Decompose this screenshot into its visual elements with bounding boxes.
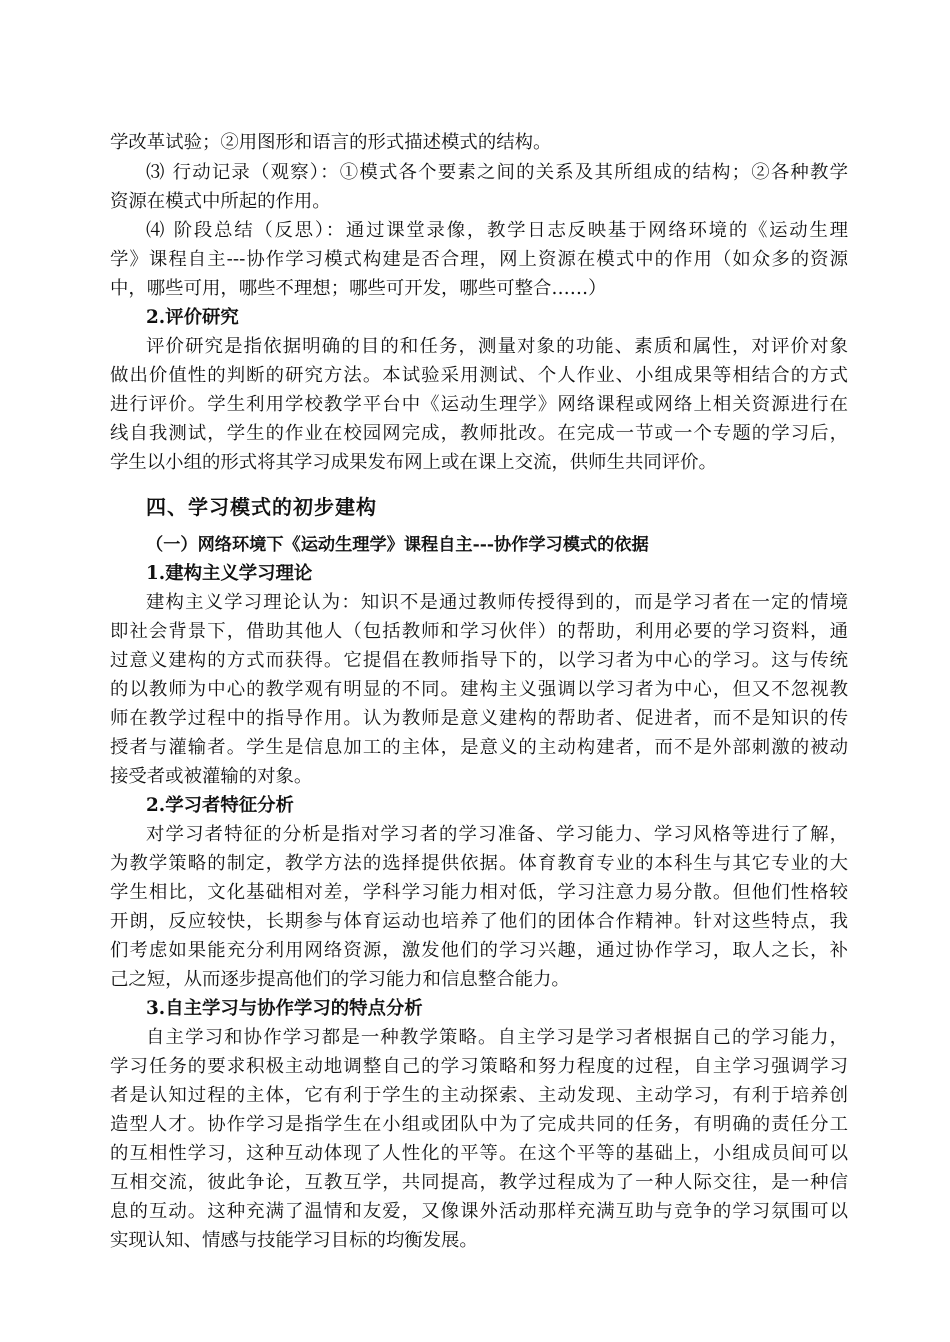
- text-line: 过意义建构的方式而获得。它提倡在教师指导下的，以学习者为中心的学习。这与传统: [110, 650, 848, 671]
- section-heading: 2.学习者特征分析: [146, 795, 294, 816]
- text-line: 评价研究是指依据明确的目的和任务，测量对象的功能、素质和属性，对评价对象: [146, 336, 848, 357]
- text-line: 息的互动。这种充满了温情和友爱，又像课外活动那样充满互助与竞争的学习氛围可以: [110, 1201, 848, 1222]
- text-line: 进行评价。学生利用学校教学平台中《运动生理学》网络课程或网络上相关资源进行在: [110, 394, 848, 415]
- text-line: 互相交流，彼此争论，互教互学，共同提高，教学过程成为了一种人际交往，是一种信: [110, 1172, 848, 1193]
- text-line: 学生以小组的形式将其学习成果发布网上或在课上交流，供师生共同评价。: [110, 452, 717, 473]
- subsection-heading: （一）网络环境下《运动生理学》课程自主---协作学习模式的依据: [146, 535, 649, 555]
- text-line: 中，哪些可用，哪些不理想；哪些可开发，哪些可整合……）: [110, 278, 607, 299]
- text-line: 者是认知过程的主体，它有利于学生的主动探索、主动发现、主动学习，有利于培养创: [110, 1085, 848, 1106]
- text-line: 即社会背景下，借助其他人（包括教师和学习伙伴）的帮助，利用必要的学习资料，通: [110, 621, 848, 642]
- text-line: 实现认知、情感与技能学习目标的均衡发展。: [110, 1230, 478, 1251]
- text-line: 的互相性学习，这种互动体现了人性化的平等。在这个平等的基础上，小组成员间可以: [110, 1143, 848, 1164]
- text-line: 做出价值性的判断的研究方法。本试验采用测试、个人作业、小组成果等相结合的方式: [110, 365, 848, 386]
- text-line: 建构主义学习理论认为：知识不是通过教师传授得到的，而是学习者在一定的情境: [146, 592, 848, 613]
- section-heading: 3.自主学习与协作学习的特点分析: [146, 998, 423, 1019]
- text-line: 己之短，从而逐步提高他们的学习能力和信息整合能力。: [110, 969, 570, 990]
- text-line: 学改革试验；②用图形和语言的形式描述模式的结构。: [110, 132, 552, 153]
- text-line: 为教学策略的制定，教学方法的选择提供依据。体育教育专业的本科生与其它专业的大: [110, 853, 848, 874]
- section-heading: 2.评价研究: [146, 307, 239, 328]
- text-line: 师在教学过程中的指导作用。认为教师是意义建构的帮助者、促进者，而不是知识的传: [110, 708, 848, 729]
- text-line: 造型人才。协作学习是指学生在小组或团队中为了完成共同的任务，有明确的责任分工: [110, 1114, 848, 1135]
- text-line: 自主学习和协作学习都是一种教学策略。自主学习是学习者根据自己的学习能力，: [146, 1027, 848, 1048]
- text-line: 开朗，反应较快，长期参与体育运动也培养了他们的团体合作精神。针对这些特点，我: [110, 911, 848, 932]
- text-line: ⑶ 行动记录（观察）：①模式各个要素之间的关系及其所组成的结构；②各种教学: [146, 162, 848, 183]
- chapter-heading: 四、学习模式的初步建构: [146, 495, 377, 519]
- text-line: 们考虑如果能充分利用网络资源，激发他们的学习兴趣，通过协作学习，取人之长，补: [110, 940, 848, 961]
- text-line: 接受者或被灌输的对象。: [110, 766, 313, 787]
- text-line: 资源在模式中所起的作用。: [110, 191, 331, 212]
- text-line: 学》课程自主---协作学习模式构建是否合理，网上资源在模式中的作用（如众多的资源: [110, 249, 848, 270]
- text-line: 学生相比，文化基础相对差，学科学习能力相对低，学习注意力易分散。但他们性格较: [110, 882, 848, 903]
- text-line: ⑷ 阶段总结（反思）：通过课堂录像，教学日志反映基于网络环境的《运动生理: [146, 220, 848, 241]
- text-line: 授者与灌输者。学生是信息加工的主体，是意义的主动构建者，而不是外部刺激的被动: [110, 737, 848, 758]
- text-line: 对学习者特征的分析是指对学习者的学习准备、学习能力、学习风格等进行了解，: [146, 824, 848, 845]
- text-line: 线自我测试，学生的作业在校园网完成，教师批改。在完成一节或一个专题的学习后，: [110, 423, 848, 444]
- section-heading: 1.建构主义学习理论: [146, 563, 313, 584]
- text-line: 学习任务的要求积极主动地调整自己的学习策略和努力程度的过程，自主学习强调学习: [110, 1056, 848, 1077]
- text-line: 的以教师为中心的教学观有明显的不同。建构主义强调以学习者为中心，但又不忽视教: [110, 679, 848, 700]
